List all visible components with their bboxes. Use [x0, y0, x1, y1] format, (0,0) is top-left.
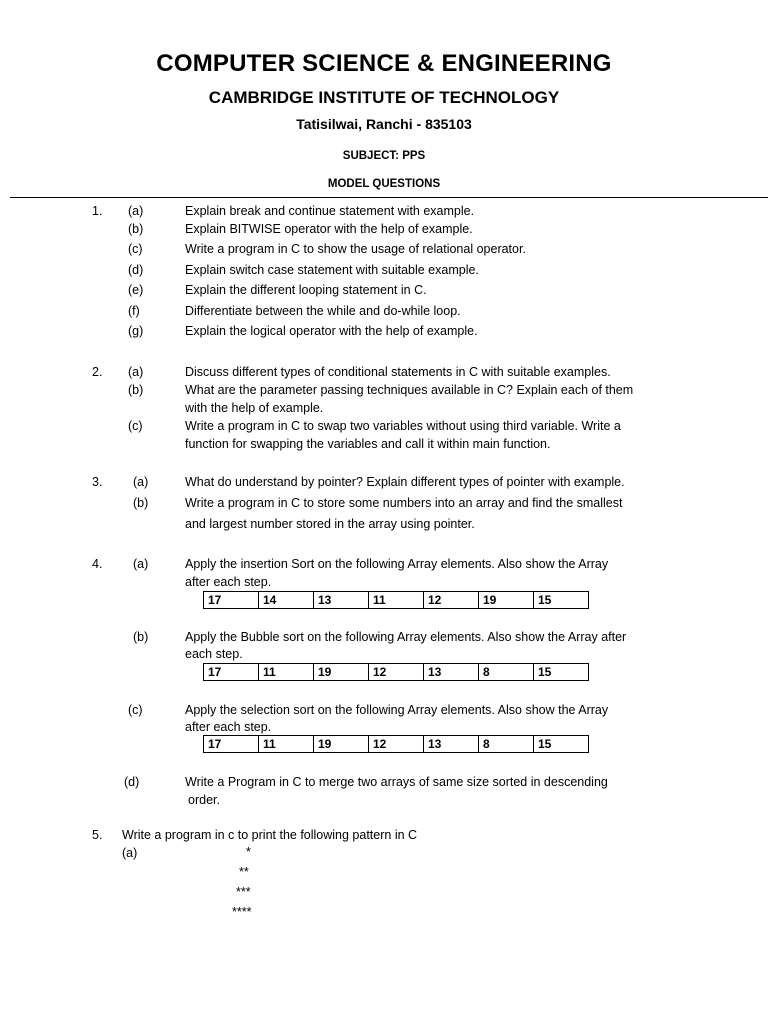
- q4-label-d: (d): [124, 775, 140, 789]
- array-cell: 12: [424, 592, 479, 609]
- q4-label-c: (c): [128, 703, 143, 717]
- array-cell: 11: [259, 736, 314, 753]
- q2-text-b-line1: What are the parameter passing techniques available in C? Explain each of them: [185, 383, 634, 397]
- array-cell: 11: [369, 592, 424, 609]
- q1-label-d: (d): [128, 263, 144, 277]
- array-table-c: [203, 735, 589, 753]
- pattern-row: **: [239, 865, 249, 879]
- array-cell: 11: [259, 664, 314, 681]
- q1-text-c: Write a program in C to show the usage of relational operator.: [185, 242, 526, 256]
- question-number: 5.: [92, 828, 103, 842]
- array-cell: 17: [204, 664, 259, 681]
- array-cell: 13: [424, 736, 479, 753]
- q2-text-a: Discuss different types of conditional statements in C with suitable examples.: [185, 365, 611, 379]
- array-cell: 8: [479, 736, 534, 753]
- q2-text-c-line1: Write a program in C to swap two variables without using third variable. Write a: [185, 419, 621, 433]
- q4-text-b-line2: each step.: [185, 647, 243, 661]
- q1-label-b: (b): [128, 222, 144, 236]
- array-cell: 12: [369, 664, 424, 681]
- q1-label-c: (c): [128, 242, 143, 256]
- q3-text-b-line2: and largest number stored in the array using pointer.: [185, 517, 475, 531]
- q2-text-c-line2: function for swapping the variables and call it within main function.: [185, 437, 551, 451]
- q1-label-e: (e): [128, 283, 144, 297]
- institute-address: Tatisilwai, Ranchi - 835103: [296, 116, 472, 132]
- q2-label-c: (c): [128, 419, 143, 433]
- institute-name: CAMBRIDGE INSTITUTE OF TECHNOLOGY: [208, 88, 560, 107]
- q4-text-c-line2: after each step.: [185, 720, 272, 734]
- array-cell: 17: [204, 592, 259, 609]
- q2-text-b-line2: with the help of example.: [185, 401, 324, 415]
- pattern-row: ***: [236, 885, 251, 899]
- subject-line: SUBJECT: PPS: [342, 150, 426, 162]
- q1-text-f: Differentiate between the while and do-while loop.: [185, 304, 461, 318]
- array-cell: 8: [479, 664, 534, 681]
- q1-text-b: Explain BITWISE operator with the help of example.: [185, 222, 473, 236]
- question-number: 4.: [92, 557, 103, 571]
- q1-text-e: Explain the different looping statement in C.: [185, 283, 427, 297]
- array-cell: 15: [534, 592, 589, 609]
- array-cell: 14: [259, 592, 314, 609]
- array-cell: 15: [534, 664, 589, 681]
- pattern-row: ****: [232, 905, 252, 919]
- q1-text-g: Explain the logical operator with the help of example.: [185, 324, 478, 338]
- q1-text-a: Explain break and continue statement with example.: [185, 204, 475, 218]
- q4-label-a: (a): [133, 557, 149, 571]
- question-number: 2.: [92, 365, 103, 379]
- array-cell: 13: [424, 664, 479, 681]
- q2-label-b: (b): [128, 383, 144, 397]
- q4-text-b-line1: Apply the Bubble sort on the following Array elements. Also show the Array after: [185, 630, 627, 644]
- array-cell: 19: [314, 664, 369, 681]
- question-number: 3.: [92, 475, 103, 489]
- question-number: 1.: [92, 204, 103, 218]
- q4-label-b: (b): [133, 630, 149, 644]
- q2-label-a: (a): [128, 365, 144, 379]
- array-table-b: [203, 663, 589, 681]
- q4-text-d-line1: Write a Program in C to merge two arrays of same size sorted in descending: [185, 775, 608, 789]
- q4-text-a-line2: after each step.: [185, 575, 272, 589]
- q4-text-d-line2: order.: [188, 793, 220, 807]
- q1-text-d: Explain switch case statement with suitable example.: [185, 263, 479, 277]
- array-cell: 19: [479, 592, 534, 609]
- q3-text-b-line1: Write a program in C to store some numbers into an array and find the smallest: [185, 496, 623, 510]
- section-heading: MODEL QUESTIONS: [327, 178, 441, 190]
- q1-label-f: (f): [128, 304, 140, 318]
- array-cell: 12: [369, 736, 424, 753]
- array-table-a: [203, 591, 589, 609]
- q1-label-g: (g): [128, 324, 144, 338]
- q1-label-a: (a): [128, 204, 144, 218]
- array-cell: 13: [314, 592, 369, 609]
- q3-text-a: What do understand by pointer? Explain different types of pointer with example.: [185, 475, 625, 489]
- q5-label-a: (a): [122, 846, 138, 860]
- array-cell: 17: [204, 736, 259, 753]
- q5-text: Write a program in c to print the following pattern in C: [122, 828, 418, 842]
- q3-label-a: (a): [133, 475, 149, 489]
- q4-text-a-line1: Apply the insertion Sort on the following Array elements. Also show the Array: [185, 557, 609, 571]
- pattern-row: *: [246, 845, 251, 859]
- q3-label-b: (b): [133, 496, 149, 510]
- header-divider: [10, 197, 768, 198]
- array-cell: 19: [314, 736, 369, 753]
- department-title: COMPUTER SCIENCE & ENGINEERING: [156, 50, 612, 77]
- q4-text-c-line1: Apply the selection sort on the following Array elements. Also show the Array: [185, 703, 609, 717]
- array-cell: 15: [534, 736, 589, 753]
